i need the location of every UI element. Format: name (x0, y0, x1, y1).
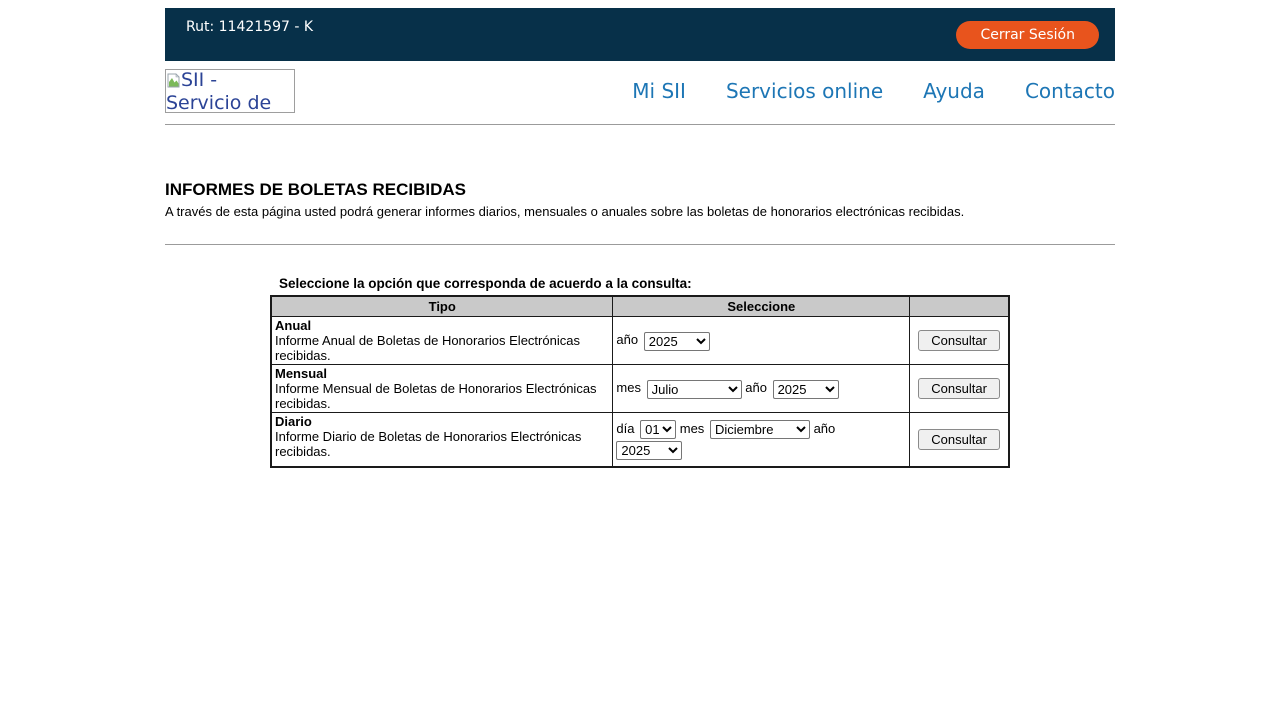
diario-day-select[interactable] (640, 420, 676, 439)
mensual-button-cell (910, 364, 1009, 412)
main-nav (632, 79, 1115, 103)
diario-button-cell (910, 412, 1009, 467)
anual-year-select[interactable] (644, 332, 710, 351)
mensual-month-label: mes (616, 380, 641, 396)
table-row-anual (271, 316, 1009, 364)
nav-ayuda[interactable]: Ayuda (923, 79, 985, 103)
mensual-title: Mensual (275, 365, 328, 381)
header-divider (165, 124, 1115, 125)
diario-select-cell (613, 412, 910, 467)
anual-description: Informe Anual de Boletas de Honorarios Electrónicas recibidas. (275, 332, 580, 363)
col-header-action (910, 296, 1009, 316)
page-description: A través de esta página usted podrá generar informes diarios, mensuales o anuales sobre las boletas de honorarios electrónicas recibidas. (165, 204, 965, 219)
table-header-row (271, 296, 1009, 316)
logout-button[interactable]: Cerrar Sesión (956, 21, 1099, 49)
diario-month-select[interactable] (710, 420, 810, 439)
mensual-description: Informe Mensual de Boletas de Honorarios Electrónicas recibidas. (275, 380, 597, 411)
mensual-tipo-cell (271, 364, 613, 412)
logo-alt-text: SII - Servicio de (166, 69, 272, 113)
diario-description: Informe Diario de Boletas de Honorarios Electrónicas recibidas. (275, 428, 582, 459)
diario-title: Diario (275, 413, 312, 429)
anual-button-cell (910, 316, 1009, 364)
table-row-mensual (271, 364, 1009, 412)
col-header-tipo: Tipo (271, 296, 613, 316)
mensual-select-cell (613, 364, 910, 412)
consulta-section (270, 276, 1010, 468)
site-header (165, 61, 1115, 124)
diario-tipo-cell (271, 412, 613, 467)
anual-select-cell (613, 316, 910, 364)
anual-tipo-cell (271, 316, 613, 364)
page-title: INFORMES DE BOLETAS RECIBIDAS (165, 180, 466, 199)
col-header-seleccione: Seleccione (613, 296, 910, 316)
mensual-year-label: año (745, 380, 767, 396)
mensual-consultar-button[interactable]: Consultar (918, 378, 1000, 399)
diario-consultar-button[interactable]: Consultar (918, 429, 1000, 450)
diario-day-label: día (616, 421, 635, 437)
content-divider (165, 244, 1115, 245)
sii-logo-broken-image[interactable] (165, 69, 295, 113)
nav-contacto[interactable]: Contacto (1024, 79, 1115, 103)
anual-title: Anual (275, 317, 312, 333)
table-row-diario (271, 412, 1009, 467)
mensual-month-select[interactable] (647, 380, 742, 399)
mensual-year-select[interactable] (773, 380, 839, 399)
diario-year-select[interactable] (616, 441, 682, 460)
anual-consultar-button[interactable]: Consultar (918, 330, 1000, 351)
broken-image-icon (167, 72, 180, 93)
diario-month-label: mes (679, 421, 705, 437)
consulta-table (270, 295, 1010, 468)
instruction-text: Seleccione la opción que corresponda de acuerdo a la consulta: (279, 276, 692, 291)
nav-servicios-online[interactable]: Servicios online (725, 79, 884, 103)
anual-year-label: año (616, 332, 639, 348)
page-container (165, 8, 1115, 468)
topbar (165, 8, 1115, 61)
diario-year-label: año (813, 421, 836, 437)
nav-mi-sii[interactable]: Mi SII (632, 79, 686, 103)
rut-label: Rut: 11421597 - K (186, 19, 314, 35)
